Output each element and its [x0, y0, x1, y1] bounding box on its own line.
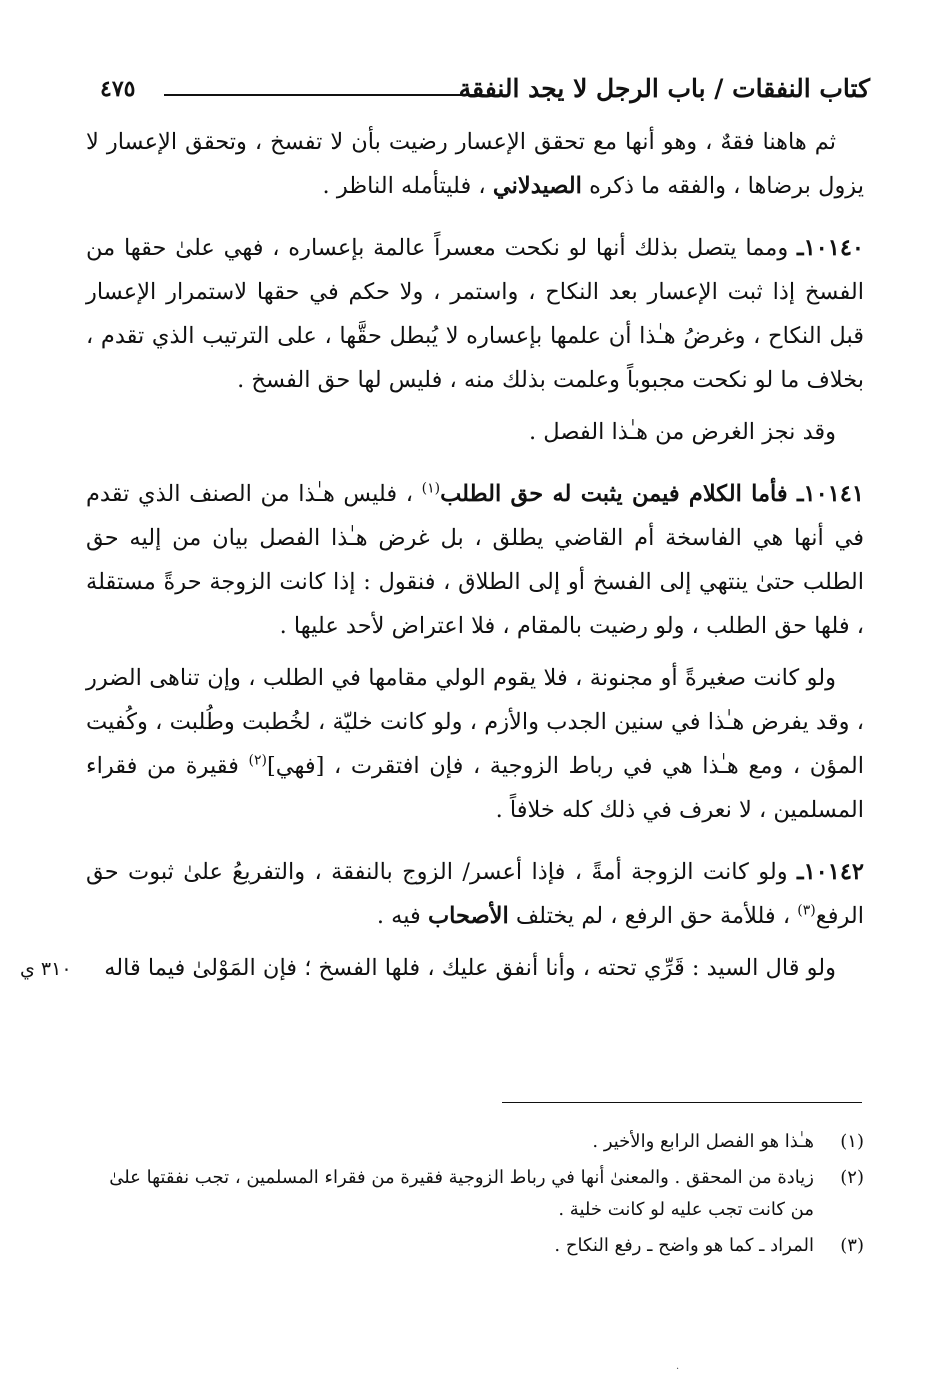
footnote-ref-2: (٢)	[248, 752, 267, 769]
footnote-ref-3: (٣)	[797, 902, 816, 919]
footnote-separator	[502, 1102, 862, 1103]
paragraph-6-number: ١٠١٤٢ـ	[796, 859, 864, 885]
footnote-3-number: (٣)	[840, 1235, 864, 1256]
footnotes	[86, 1126, 864, 1266]
footnote-1	[86, 1126, 864, 1158]
main-text	[86, 120, 864, 990]
header-rule	[164, 94, 484, 96]
bottom-mark: ·	[676, 1364, 680, 1375]
paragraph-4-heading: فأما الكلام فيمن يثبت له حق الطلب	[440, 481, 797, 507]
page-number: ٤٧٥	[100, 76, 136, 102]
footnote-2-number: (٢)	[840, 1167, 864, 1188]
paragraph-6-after: ، فللأمة حق الرفع ، لم يختلف	[508, 903, 798, 929]
paragraph-6	[86, 850, 864, 938]
paragraph-4	[86, 472, 864, 648]
footnote-ref-1: (١)	[421, 480, 441, 497]
paragraph-2	[86, 226, 864, 402]
footnote-2	[86, 1162, 864, 1226]
paragraph-4-text: ، فليس هـٰذا من الصنف الذي تقدم في أنها هي الفاسخة أم القاضي يطلق ، بل غرض هـٰذا الفصل بيان من إليه حق الطلب حتىٰ ينتهي إلى الفسخ أو إلى الطلاق ، فنقول : إذا كانت الزوجة حرةً مستقلة ، فلها حق الطلب ، ولو رضيت بالمقام ، فلا اعتراض لأحد عليها .	[86, 481, 864, 639]
footnote-3-text: المراد ـ كما هو واضح ـ رفع النكاح .	[554, 1235, 814, 1256]
paragraph-2-number: ١٠١٤٠ـ	[796, 235, 864, 261]
paragraph-6-bold: الأصحاب	[427, 903, 509, 929]
paragraph-4-number: ١٠١٤١ـ	[796, 481, 864, 507]
paragraph-5-text: ولو كانت صغيرةً أو مجنونة ، فلا يقوم الولي مقامها في الطلب ، وإن تناهى الضرر ، وقد يفرض هـٰذا في سنين الجدب والأزم ، ولو كانت خليّة ، لخُطبت وطُلبت ، وكُفيت المؤن ، ومع هـٰذا هي في رباط الزوجية ، فإن افتقرت ، [فهي]	[86, 665, 864, 779]
paragraph-3-text: وقد نجز الغرض من هـٰذا الفصل .	[528, 419, 836, 445]
paragraph-5	[86, 656, 864, 832]
header-title: كتاب النفقات / باب الرجل لا يجد النفقة	[458, 74, 870, 103]
footnote-1-number: (١)	[840, 1131, 864, 1152]
footnote-1-text: هـٰذا هو الفصل الرابع والأخير .	[592, 1131, 814, 1152]
paragraph-3	[86, 410, 864, 454]
paragraph-1-after: ، فليتأمله الناظر .	[322, 173, 493, 199]
paragraph-1-bold: الصيدلاني	[492, 173, 582, 199]
footnote-2-text: زيادة من المحقق . والمعنىٰ أنها في رباط الزوجية فقيرة من فقراء المسلمين ، تجب نفقتها علىٰ من كانت تجب عليه لو كانت خلية .	[109, 1167, 814, 1220]
paragraph-1	[86, 120, 864, 208]
paragraph-7-text: ولو قال السيد : قَرِّي تحته ، وأنا أنفق عليك ، فلها الفسخ ؛ فإن المَوْلىٰ فيما قاله	[104, 955, 836, 981]
paragraph-1-text: ثم هاهنا فقهٌ ، وهو أنها مع تحقق الإعسار رضيت بأن لا تفسخ ، وتحقق الإعسار لا يزول برضاها ، والفقه ما ذكره	[86, 129, 864, 199]
footnote-3	[86, 1230, 864, 1262]
paragraph-6-text: ولو كانت الزوجة أمةً ، فإذا أعسر/ الزوج بالنفقة ، والتفريعُ علىٰ ثبوت حق الرفع	[86, 859, 864, 929]
paragraph-5-after: فقيرة من فقراء المسلمين ، لا نعرف في ذلك كله خلافاً .	[86, 753, 864, 823]
manuscript-folio-note: ٣١٠ ي	[20, 958, 72, 980]
paragraph-6-after2: فيه .	[376, 903, 428, 929]
paragraph-7	[86, 946, 864, 990]
running-header	[100, 70, 870, 114]
paragraph-2-text: ومما يتصل بذلك أنها لو نكحت معسراً عالمة بإعساره ، فهي علىٰ حقها من الفسخ إذا ثبت الإعسار بعد النكاح ، واستمر ، ولا حكم في حقها لاستمرار الإعسار قبل النكاح ، وغرضُ هـٰذا أن علمها بإعساره لا يُبطل حقَّها ، على الترتيب الذي تقدم ، بخلاف ما لو نكحت مجبوباً وعلمت بذلك منه ، فليس لها حق الفسخ .	[86, 235, 864, 393]
